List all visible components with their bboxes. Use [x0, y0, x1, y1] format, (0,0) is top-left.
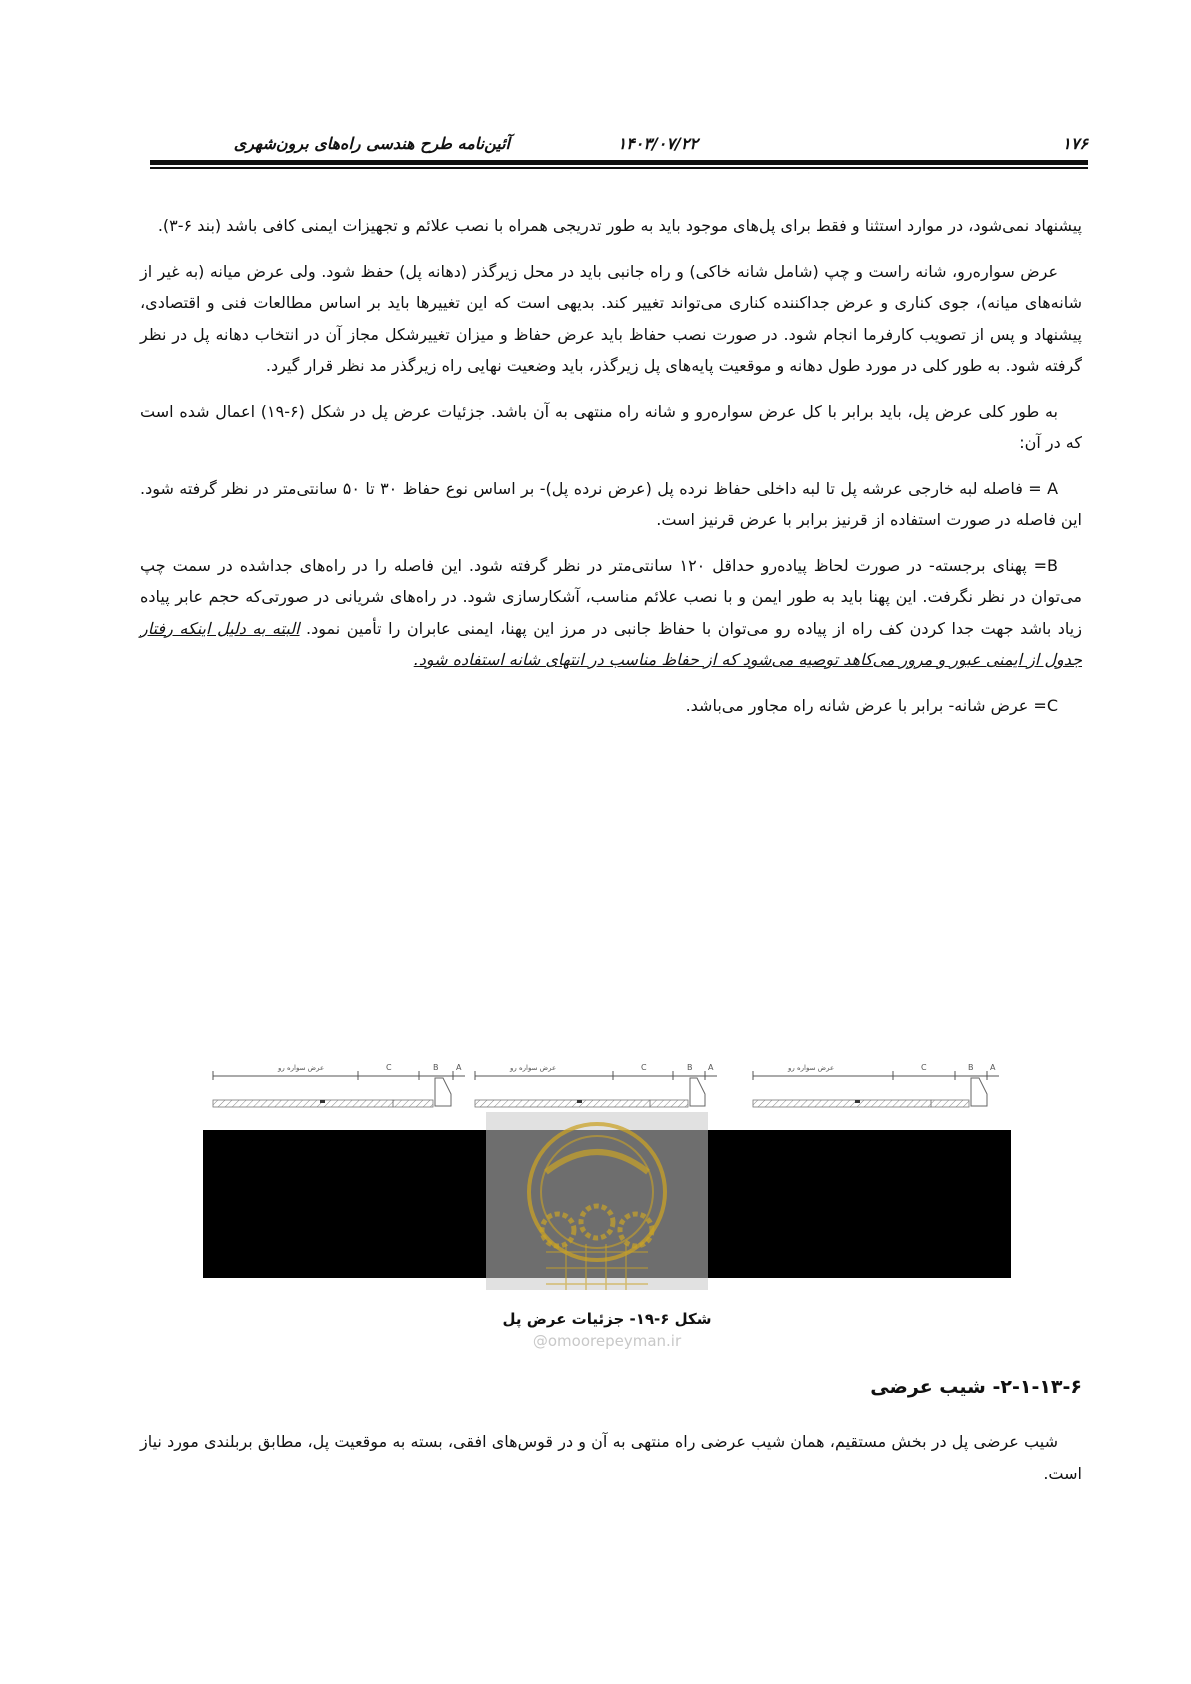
label-b-1: B	[433, 1063, 439, 1072]
header-date: ۱۴۰۳/۰۷/۲۲	[617, 134, 698, 153]
paragraph-b-underlined: البته به دلیل اینکه رفتار جدول از ایمنی عبور و مرور می‌کاهد توصیه می‌شود که از حفاظ مناسب در انتهای شانه استفاده شود.	[140, 618, 1082, 669]
paragraph-1: پیشنهاد نمی‌شود، در موارد استثنا و فقط برای پل‌های موجود باید به طور تدریجی همراه با نصب علائم و تجهیزات ایمنی کافی باشد (بند ۶-۳).	[157, 216, 1082, 235]
body-text	[140, 210, 1082, 735]
page-header	[150, 128, 1088, 158]
label-c-1: C	[386, 1063, 392, 1072]
paragraph-c: C= عرض شانه- برابر با عرض شانه راه مجاور می‌باشد.	[685, 695, 1058, 715]
section-heading: ۲-۱-۱۳-۶- شیب عرضی	[870, 1376, 1082, 1398]
section-paragraph: شیب عرضی پل در بخش مستقیم، همان شیب عرضی راه منتهی به آن و در قوس‌های افقی، بسته به موقعیت پل، مطابق بربلندی مورد نیاز است.	[140, 1432, 1082, 1483]
watermark-stamp-icon	[486, 1112, 708, 1290]
label-b-3: B	[968, 1063, 974, 1072]
paragraph-2: عرض سواره‌رو، شانه راست و چپ (شامل شانه خاکی) و راه جانبی باید در محل زیرگذر (دهانه پل) حفظ شود. ولی عرض میانه (به غیر از شانه‌های میانه)، جوی کناری و عرض جداکننده کناری می‌تواند تغییر کند. بدیهی است که این تغییرها باید بر اساس مطالعات فنی و اقتصادی، پیشنهاد و پس از تصویب کارفرما انجام شود. در صورت نصب حفاظ باید عرض حفاظ و میزان تغییرشکل مجاز آن در انتخاب دهانه پل در نظر گرفته شود. به طور کلی در مورد طول دهانه و موقعیت پایه‌های پل زیرگذر، باید وضعیت نهایی راه زیرگذر مد نظر قرار گیرد.	[140, 261, 1082, 375]
bridge-section-2	[475, 1063, 717, 1107]
label-a-3: A	[990, 1063, 996, 1072]
paragraph-3: به طور کلی عرض پل، باید برابر با کل عرض سواره‌رو و شانه راه منتهی به آن باشد. جزئیات عرض پل در شکل (۶-۱۹) اعمال شده است که در آن:	[140, 401, 1082, 452]
header-rule-thin	[150, 167, 1088, 169]
header-title: آئین‌نامه طرح هندسی راه‌های برون‌شهری	[233, 134, 510, 153]
figure-caption: شکل ۶-۱۹- جزئیات عرض پل	[502, 1310, 712, 1328]
label-c-2: C	[641, 1063, 647, 1072]
label-carriageway-1: عرض سواره رو	[278, 1064, 325, 1072]
label-c-3: C	[921, 1063, 927, 1072]
bridge-section-3	[753, 1063, 999, 1107]
paragraph-b	[140, 550, 1082, 676]
watermark-text: @omoorepeyman.ir	[532, 1332, 682, 1350]
header-rule-thick	[150, 160, 1088, 165]
label-b-2: B	[687, 1063, 693, 1072]
section-body	[140, 1426, 1082, 1489]
page-number: ۱۷۶	[1062, 134, 1088, 153]
label-carriageway-2: عرض سواره رو	[510, 1064, 557, 1072]
paragraph-a: A = فاصله لبه خارجی عرشه پل تا لبه داخلی حفاظ نرده پل (عرض نرده پل)- بر اساس نوع حفاظ ۳۰ تا ۵۰ سانتی‌متر در نظر گرفته شود. این فاصله در صورت استفاده از قرنیز برابر با عرض قرنیز است.	[140, 478, 1082, 529]
paragraph-b-text: B= پهنای برجسته- در صورت لحاظ پیاده‌رو حداقل ۱۲۰ سانتی‌متر در نظر گرفته شود. این فاصله را در راه‌های جداشده در سمت چپ می‌توان در نظر نگرفت. این پهنا باید به طور ایمن و با نصب علائم مناسب، آشکارسازی شود. در راه‌های شریانی در صورتی‌که حجم عابر پیاده زیاد باشد جهت جدا کردن کف راه از پیاده رو می‌توان با حفاظ جانبی در مرز این پهنا، ایمنی عابران را تأمین نمود.	[140, 555, 1082, 638]
bridge-section-1	[213, 1063, 465, 1107]
label-a-1: A	[456, 1063, 462, 1072]
label-a-2: A	[708, 1063, 714, 1072]
label-carriageway-3: عرض سواره رو	[788, 1064, 835, 1072]
